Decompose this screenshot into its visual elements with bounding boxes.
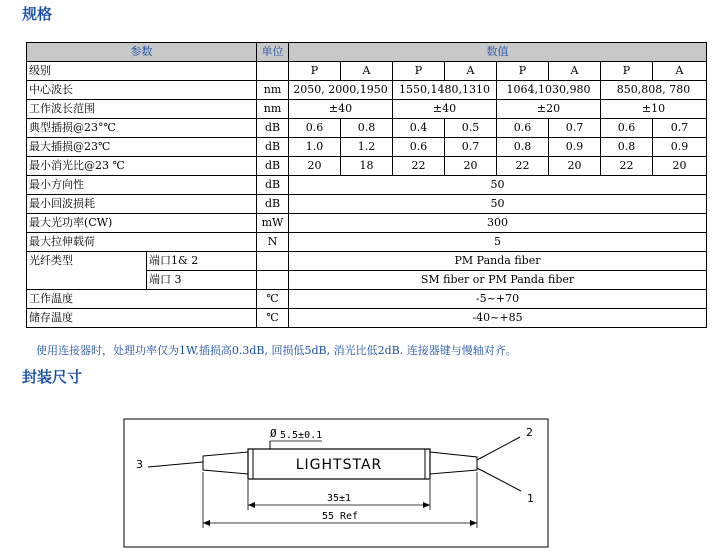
cell: 0.9	[549, 138, 601, 157]
cell: 1550,1480,1310	[393, 81, 497, 100]
row-label: 工作温度	[27, 290, 257, 309]
total-length-label: 55 Ref	[321, 511, 359, 522]
row-unit: ℃	[257, 290, 289, 309]
row-unit: dB	[257, 157, 289, 176]
cell: 22	[601, 157, 653, 176]
cell: 0.7	[445, 138, 497, 157]
cell: 0.8	[601, 138, 653, 157]
cell: P	[289, 62, 341, 81]
cell: A	[341, 62, 393, 81]
left-boot	[203, 452, 248, 474]
row-label: 工作波长范围	[27, 100, 257, 119]
cell: 0.6	[393, 138, 445, 157]
cell: 1.2	[341, 138, 393, 157]
diameter-label: 5.5±0.1	[280, 430, 323, 441]
cell: 2050, 2000,1950	[289, 81, 393, 100]
arrow	[423, 502, 430, 508]
cell: A	[445, 62, 497, 81]
cell: PM Panda fiber	[289, 252, 707, 271]
cell: 0.7	[549, 119, 601, 138]
row-label: 最小消光比@23 ℃	[27, 157, 257, 176]
row-unit: ℃	[257, 309, 289, 328]
cell: SM fiber or PM Panda fiber	[289, 271, 707, 290]
row-label: 光纤类型	[27, 252, 147, 290]
cell: 18	[341, 157, 393, 176]
cell: 50	[289, 176, 707, 195]
row-label: 典型插损@23°℃	[27, 119, 257, 138]
header-param: 参数	[27, 43, 257, 62]
cell: P	[393, 62, 445, 81]
cell: 0.6	[497, 119, 549, 138]
row-label: 最小回波损耗	[27, 195, 257, 214]
row-label: 级别	[27, 62, 257, 81]
section-spec-title: 规格	[22, 5, 53, 23]
cell: 0.6	[289, 119, 341, 138]
row-unit: dB	[257, 195, 289, 214]
row-unit: dB	[257, 119, 289, 138]
cell: 850,808, 780	[601, 81, 707, 100]
row-unit: dB	[257, 138, 289, 157]
row-unit: dB	[257, 176, 289, 195]
cell: 0.4	[393, 119, 445, 138]
cell: 20	[549, 157, 601, 176]
fiber-port2	[477, 437, 520, 460]
diameter-symbol: Ø	[270, 427, 277, 440]
arrow	[470, 520, 477, 526]
row-unit: nm	[257, 81, 289, 100]
cell: ±10	[601, 100, 707, 119]
cell: -5~+70	[289, 290, 707, 309]
row-label: 最大插损@23℃	[27, 138, 257, 157]
row-label: 最大拉伸载荷	[27, 233, 257, 252]
row-unit: nm	[257, 100, 289, 119]
row-label: 中心波长	[27, 81, 257, 100]
cell: ±20	[497, 100, 601, 119]
sub-label: 端口1& 2	[147, 252, 257, 271]
cell: ±40	[289, 100, 393, 119]
header-unit: 单位	[257, 43, 289, 62]
fiber-port1	[477, 468, 521, 491]
port3-label: 3	[136, 458, 143, 471]
cell: 0.6	[601, 119, 653, 138]
cell: A	[653, 62, 707, 81]
cell: 0.9	[653, 138, 707, 157]
cell: P	[601, 62, 653, 81]
row-label: 最小方向性	[27, 176, 257, 195]
cell: 0.8	[497, 138, 549, 157]
usage-note: 使用连接器时，处理功率仅为1W,插损高0.3dB, 回损低5dB, 消光比低2dB. 连接器键与慢轴对齐。	[36, 344, 517, 357]
row-label: 储存温度	[27, 309, 257, 328]
port1-label: 1	[527, 492, 534, 505]
section-package-title: 封装尺寸	[22, 368, 83, 386]
row-unit: mW	[257, 214, 289, 233]
cell: 20	[445, 157, 497, 176]
brand-label: LIGHTSTAR	[295, 457, 383, 473]
cell: 20	[289, 157, 341, 176]
cell: 1064,1030,980	[497, 81, 601, 100]
drawing-frame	[124, 419, 548, 547]
cell: -40~+85	[289, 309, 707, 328]
cell: 20	[653, 157, 707, 176]
cell: 300	[289, 214, 707, 233]
cell: P	[497, 62, 549, 81]
arrow	[248, 502, 255, 508]
port2-label: 2	[526, 426, 533, 439]
cell: 1.0	[289, 138, 341, 157]
cell: 0.7	[653, 119, 707, 138]
cell: ±40	[393, 100, 497, 119]
fiber-port3	[148, 462, 203, 467]
cell: 50	[289, 195, 707, 214]
cell: 0.8	[341, 119, 393, 138]
row-unit: N	[257, 233, 289, 252]
cell: 5	[289, 233, 707, 252]
cell: A	[549, 62, 601, 81]
header-value: 数值	[289, 43, 707, 62]
body-length-label: 35±1	[326, 493, 352, 504]
cell: 22	[393, 157, 445, 176]
row-label: 最大光功率(CW)	[27, 214, 257, 233]
cell: 22	[497, 157, 549, 176]
right-boot	[430, 452, 477, 474]
arrow	[203, 520, 210, 526]
sub-label: 端口 3	[147, 271, 257, 290]
cell: 0.5	[445, 119, 497, 138]
